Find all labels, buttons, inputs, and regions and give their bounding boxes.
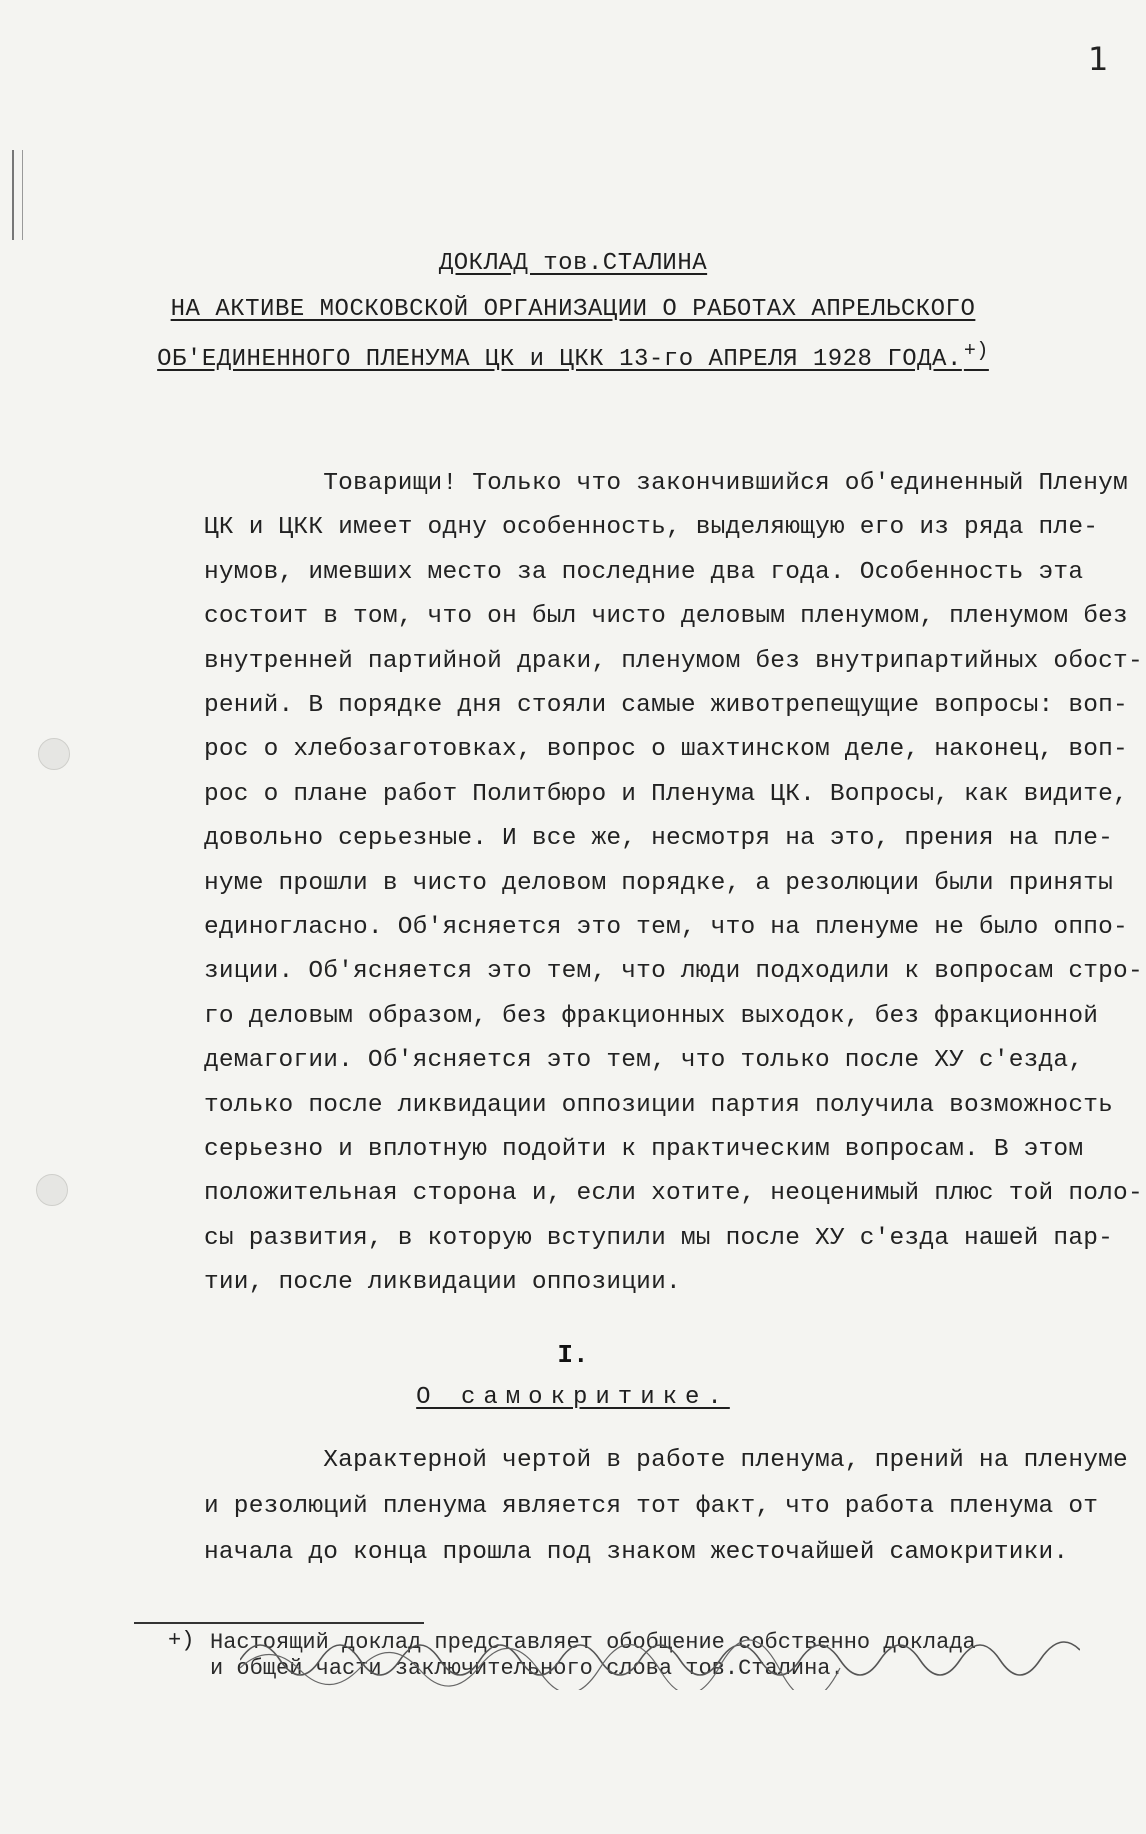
footnote-line-2: и общей части заключительного слова тов.Сталина.	[210, 1656, 844, 1681]
body-line: единогласно. Об'ясняется это тем, что на пленуме не было оппо-	[204, 914, 1128, 941]
body-line: довольно серьезные. И все же, несмотря на это, прения на пле-	[204, 825, 1114, 853]
body-line: внутренней партийной драки, пленумом без внутрипартийных обост-	[204, 647, 1143, 675]
footnote-line-1: Настоящий доклад представляет обобщение собственно доклада	[210, 1630, 976, 1655]
heading-line-1: ДОКЛАД тов.СТАЛИНА	[438, 250, 708, 277]
section-body-line: начала до конца прошла под знаком жесточайшей самокритики.	[204, 1539, 1069, 1566]
heading-footnote-mark: +)	[963, 340, 989, 363]
section-title: О самокритике.	[416, 1384, 730, 1411]
body-line: рос о хлебозаготовках, вопрос о шахтинском деле, наконец, воп-	[204, 736, 1128, 764]
body-line: нумов, имевших место за последние два года. Особенность эта	[204, 558, 1084, 586]
body-line: Товарищи! Только что закончившийся об'единенный Пленум	[204, 470, 1128, 497]
punch-hole	[36, 1174, 68, 1206]
page-number: 1	[1088, 40, 1109, 78]
staple-mark	[12, 150, 23, 240]
body-line: ЦК и ЦКК имеет одну особенность, выделяющую его из ряда пле-	[204, 514, 1099, 542]
body-line: го деловым образом, без фракционных выходок, без фракционной	[204, 1002, 1099, 1030]
footnote-mark: +)	[168, 1628, 195, 1653]
strike-through-scribble	[240, 1620, 1080, 1690]
heading-line-3	[0, 340, 1146, 373]
body-line: зиции. Об'ясняется это тем, что люди подходили к вопросам стро-	[204, 958, 1143, 986]
section-number: I.	[557, 1340, 589, 1370]
body-line: нуме прошли в чисто деловом порядке, а резолюции были приняты	[204, 869, 1114, 897]
body-line: демагогии. Об'ясняется это тем, что только после ХУ с'езда,	[204, 1047, 1084, 1075]
heading-line-2: НА АКТИВЕ МОСКОВСКОЙ ОРГАНИЗАЦИИ О РАБОТАХ АПРЕЛЬСКОГО	[170, 296, 976, 323]
body-line: тии, после ликвидации оппозиции.	[204, 1269, 681, 1297]
punch-hole	[38, 738, 70, 770]
body-line: состоит в том, что он был чисто деловым пленумом, пленумом без	[204, 603, 1128, 631]
body-line: только после ликвидации оппозиции партия получила возможность	[204, 1091, 1114, 1119]
body-line: серьезно и вплотную подойти к практическим вопросам. В этом	[204, 1136, 1084, 1163]
section-body-line: Характерной чертой в работе пленума, прений на пленуме	[204, 1447, 1128, 1474]
body-line: рос о плане работ Политбюро и Пленума ЦК. Вопросы, как видите,	[204, 780, 1128, 808]
heading-line-3-text: ОБ'ЕДИНЕННОГО ПЛЕНУМА ЦК и ЦКК 13-го АПРЕЛЯ 1928 ГОДА.	[157, 346, 962, 373]
body-line: рений. В порядке дня стояли самые животрепещущие вопросы: воп-	[204, 692, 1128, 719]
body-line: положительная сторона и, если хотите, неоценимый плюс той поло-	[204, 1180, 1143, 1208]
body-line: сы развития, в которую вступили мы после ХУ с'езда нашей пар-	[204, 1224, 1114, 1252]
section-body-line: и резолюций пленума является тот факт, что работа пленума от	[204, 1493, 1099, 1520]
